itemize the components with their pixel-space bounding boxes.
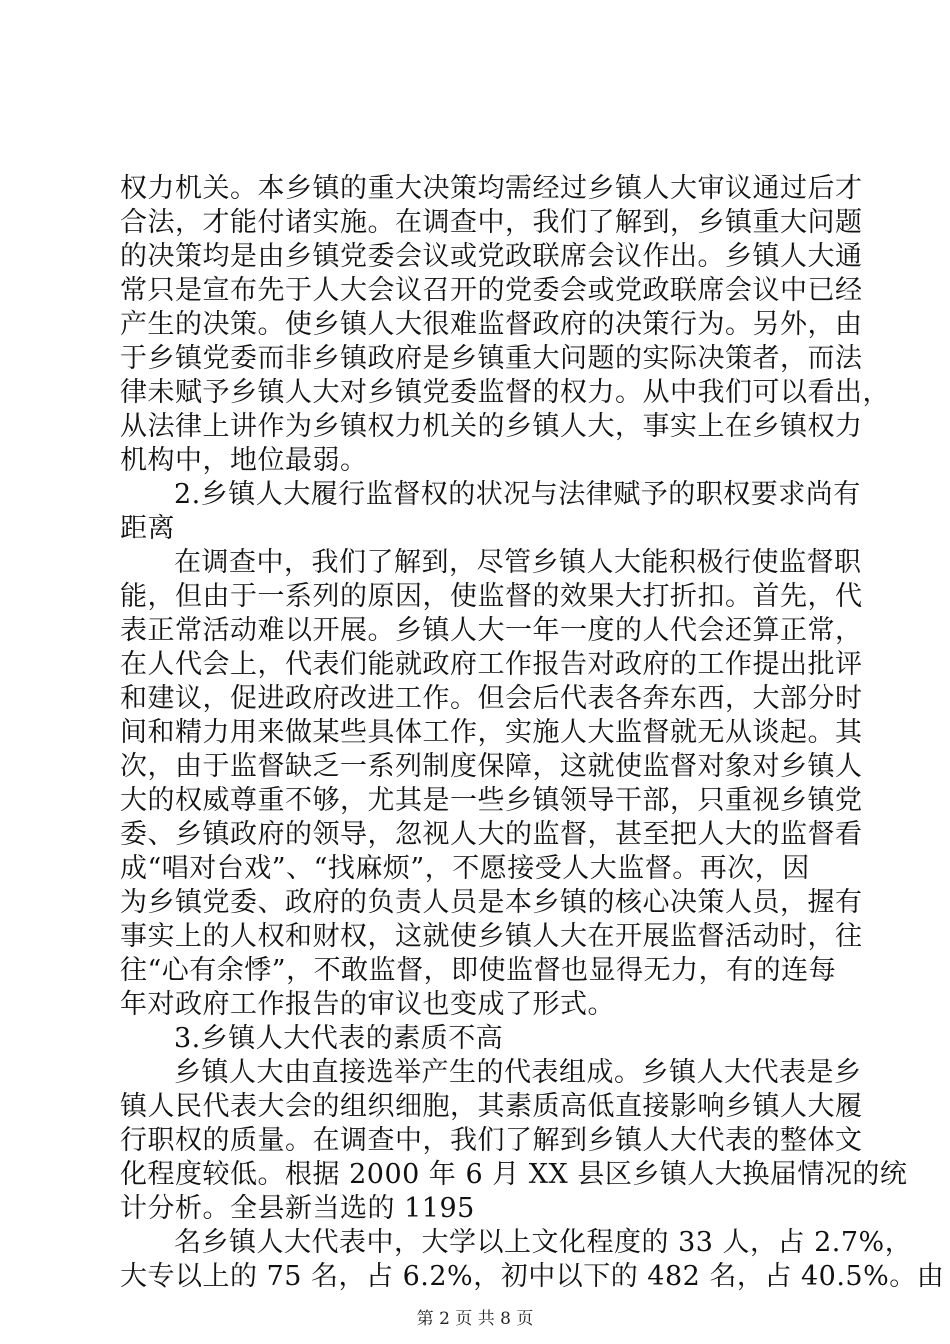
text-line: 常只是宣布先于人大会议召开的党委会或党政联席会议中已经 bbox=[120, 275, 863, 306]
text-line: 往“心有余悸”，不敢监督，即使监督也显得无力，有的连每 bbox=[120, 955, 837, 986]
text-line: 权力机关。本乡镇的重大决策均需经过乡镇人大审议通过后才 bbox=[120, 173, 863, 204]
text-line: 能，但由于一系列的原因，使监督的效果大打折扣。首先，代 bbox=[120, 581, 863, 612]
section-heading: 3.乡镇人大代表的素质不高 bbox=[174, 1023, 504, 1054]
text-line: 表正常活动难以开展。乡镇人大一年一度的人代会还算正常， bbox=[120, 615, 863, 646]
text-line: 计分析。全县新当选的 1195 bbox=[120, 1193, 475, 1224]
text-line: 的决策均是由乡镇党委会议或党政联席会议作出。乡镇人大通 bbox=[120, 241, 863, 272]
text-line: 间和精力用来做某些具体工作，实施人大监督就无从谈起。其 bbox=[120, 717, 863, 748]
text-line: 行职权的质量。在调查中，我们了解到乡镇人大代表的整体文 bbox=[120, 1125, 863, 1156]
text-line: 大的权威尊重不够，尤其是一些乡镇领导干部，只重视乡镇党 bbox=[120, 785, 863, 816]
text-line: 在调查中，我们了解到，尽管乡镇人大能积极行使监督职 bbox=[174, 547, 862, 578]
text-line: 乡镇人大由直接选举产生的代表组成。乡镇人大代表是乡 bbox=[174, 1057, 862, 1088]
text-line: 次，由于监督缺乏一系列制度保障，这就使监督对象对乡镇人 bbox=[120, 751, 863, 782]
text-line: 大专以上的 75 名，占 6.2%，初中以下的 482 名，占 40.5%。由 bbox=[120, 1261, 945, 1292]
text-line: 事实上的人权和财权，这就使乡镇人大在开展监督活动时，往 bbox=[120, 921, 863, 952]
text-line: 律未赋予乡镇人大对乡镇党委监督的权力。从中我们可以看出， bbox=[120, 377, 890, 408]
text-line: 为乡镇党委、政府的负责人员是本乡镇的核心决策人员，握有 bbox=[120, 887, 863, 918]
section-heading: 距离 bbox=[120, 513, 175, 544]
text-line: 名乡镇人大代表中，大学以上文化程度的 33 人，占 2.7%， bbox=[174, 1227, 913, 1258]
text-line: 委、乡镇政府的领导，忽视人大的监督，甚至把人大的监督看 bbox=[120, 819, 863, 850]
text-line: 合法，才能付诸实施。在调查中，我们了解到，乡镇重大问题 bbox=[120, 207, 863, 238]
text-line: 机构中，地位最弱。 bbox=[120, 445, 368, 476]
text-line: 化程度较低。根据 2000 年 6 月 XX 县区乡镇人大换届情况的统 bbox=[120, 1159, 908, 1190]
text-line: 从法律上讲作为乡镇权力机关的乡镇人大，事实上在乡镇权力 bbox=[120, 411, 863, 442]
text-line: 于乡镇党委而非乡镇政府是乡镇重大问题的实际决策者，而法 bbox=[120, 343, 863, 374]
text-line: 在人代会上，代表们能就政府工作报告对政府的工作提出批评 bbox=[120, 649, 863, 680]
page-footer: 第 2 页 共 8 页 bbox=[416, 1309, 534, 1329]
text-line: 年对政府工作报告的审议也变成了形式。 bbox=[120, 989, 615, 1020]
text-line: 镇人民代表大会的组织细胞，其素质高低直接影响乡镇人大履 bbox=[120, 1091, 863, 1122]
text-line: 和建议，促进政府改进工作。但会后代表各奔东西，大部分时 bbox=[120, 683, 863, 714]
section-heading: 2.乡镇人大履行监督权的状况与法律赋予的职权要求尚有 bbox=[174, 479, 861, 510]
text-line: 成“唱对台戏”、“找麻烦”，不愿接受人大监督。再次，因 bbox=[120, 853, 810, 884]
text-line: 产生的决策。使乡镇人大很难监督政府的决策行为。另外，由 bbox=[120, 309, 863, 340]
